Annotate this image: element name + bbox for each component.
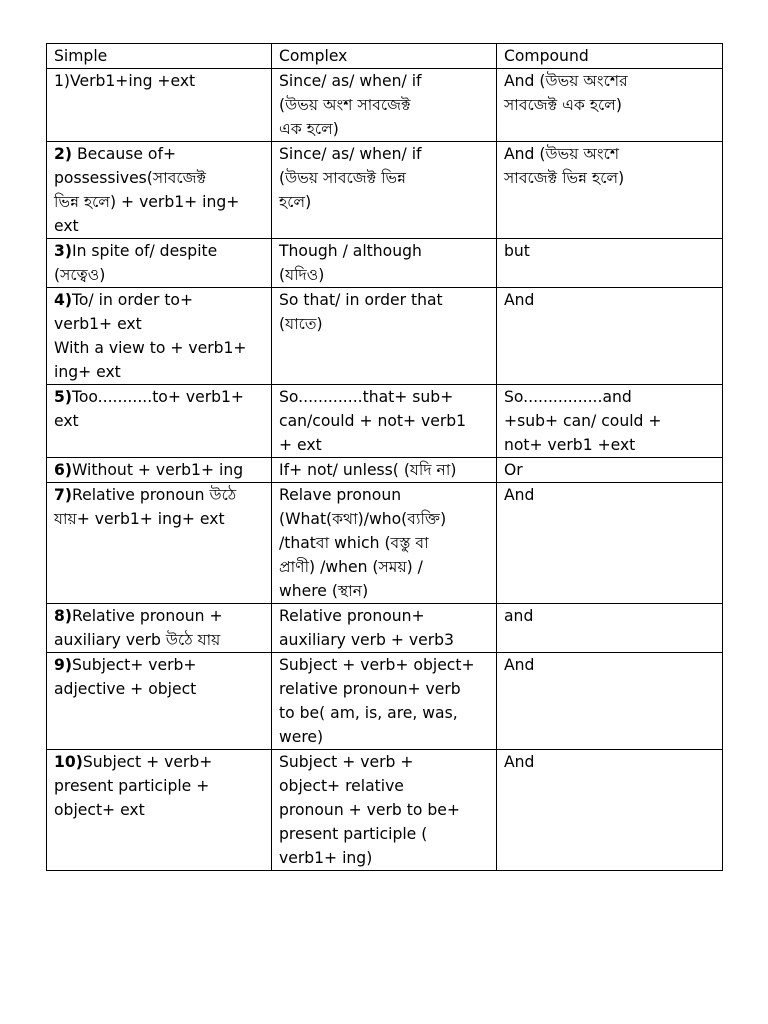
- cell-text: Verb1+ing +ext: [70, 72, 196, 90]
- cell-line: If+ not/ unless( (যদি না): [279, 461, 457, 479]
- cell-line: যায়+ verb1+ ing+ ext: [54, 510, 225, 528]
- cell-line: (যদিও): [279, 266, 325, 284]
- cell-simple: [47, 604, 272, 653]
- cell-line: ing+ ext: [54, 363, 121, 381]
- cell-line: [54, 458, 265, 482]
- table-row: [47, 385, 723, 458]
- cell-compound: [497, 604, 723, 653]
- cell-line: ভিন্ন হলে) + verb1+ ing+: [54, 193, 240, 211]
- cell-compound: [497, 653, 723, 750]
- cell-text: Relative pronoun উঠে: [71, 486, 237, 504]
- table-row: [47, 69, 723, 142]
- header-complex: Complex: [272, 44, 497, 69]
- cell-line: প্রাণী) /when (সময়) /: [279, 558, 423, 576]
- table-row: [47, 604, 723, 653]
- cell-complex: [272, 604, 497, 653]
- cell-complex: [272, 142, 497, 239]
- cell-text: Subject+ verb+: [71, 656, 197, 674]
- cell-compound: [497, 483, 723, 604]
- cell-line: but: [504, 242, 530, 260]
- row-number: 7): [54, 486, 72, 504]
- cell-line: Relave pronoun: [279, 486, 402, 504]
- cell-line: [54, 69, 265, 93]
- row-number: 10): [54, 753, 83, 771]
- cell-line: (উভয় সাবজেক্ট ভিন্ন: [279, 169, 407, 187]
- cell-line: (সত্বেও): [54, 266, 106, 284]
- cell-simple: [47, 653, 272, 750]
- cell-simple: [47, 483, 272, 604]
- cell-line: সাবজেক্ট এক হলে): [504, 96, 622, 114]
- cell-line: And (উভয় অংশে: [504, 145, 620, 163]
- cell-line: not+ verb1 +ext: [504, 436, 636, 454]
- cell-line: auxiliary verb উঠে যায়: [54, 631, 221, 649]
- cell-line: verb1+ ing): [279, 849, 373, 867]
- cell-text: Without + verb1+ ing: [71, 461, 244, 479]
- cell-line: So that/ in order that: [279, 291, 443, 309]
- cell-line: এক হলে): [279, 120, 339, 138]
- cell-compound: [497, 288, 723, 385]
- row-number: 5): [54, 388, 72, 406]
- row-number: 3): [54, 242, 72, 260]
- cell-complex: [272, 458, 497, 483]
- cell-compound: [497, 750, 723, 871]
- table-row: [47, 239, 723, 288]
- cell-line: Since/ as/ when/ if: [279, 72, 422, 90]
- header-row: [47, 44, 723, 69]
- cell-line: With a view to + verb1+: [54, 339, 247, 357]
- cell-line: সাবজেক্ট ভিন্ন হলে): [504, 169, 625, 187]
- cell-line: Relative pronoun+: [279, 607, 425, 625]
- cell-line: And: [504, 486, 535, 504]
- table-row: [47, 288, 723, 385]
- row-number: 2): [54, 145, 72, 163]
- cell-simple: [47, 288, 272, 385]
- cell-complex: [272, 750, 497, 871]
- cell-compound: [497, 142, 723, 239]
- cell-simple: [47, 385, 272, 458]
- header-simple: Simple: [47, 44, 272, 69]
- header-compound: Compound: [497, 44, 723, 69]
- conversion-table: [46, 43, 723, 871]
- cell-line: So................and: [504, 388, 632, 406]
- cell-line: Since/ as/ when/ if: [279, 145, 422, 163]
- cell-simple: [47, 750, 272, 871]
- cell-line: [54, 750, 265, 774]
- table-row: [47, 653, 723, 750]
- cell-complex: [272, 288, 497, 385]
- cell-compound: [497, 69, 723, 142]
- cell-line: and: [504, 607, 534, 625]
- cell-line: auxiliary verb + verb3: [279, 631, 454, 649]
- row-number: 8): [54, 607, 72, 625]
- row-number: 6): [54, 461, 72, 479]
- cell-line: Subject + verb+ object+: [279, 656, 475, 674]
- cell-text: Too...........to+ verb1+: [71, 388, 244, 406]
- table-row: [47, 458, 723, 483]
- cell-complex: [272, 483, 497, 604]
- row-number: 1): [54, 72, 71, 90]
- cell-simple: [47, 458, 272, 483]
- cell-line: And (উভয় অংশের: [504, 72, 628, 90]
- cell-compound: [497, 239, 723, 288]
- cell-complex: [272, 385, 497, 458]
- row-number: 9): [54, 656, 72, 674]
- cell-line: (উভয় অংশ সাবজেক্ট: [279, 96, 411, 114]
- cell-line: Or: [504, 461, 523, 479]
- cell-line: Though / although: [279, 242, 422, 260]
- cell-text: In spite of/ despite: [71, 242, 218, 260]
- cell-line: And: [504, 753, 535, 771]
- cell-line: [54, 604, 265, 628]
- cell-complex: [272, 69, 497, 142]
- cell-line: And: [504, 656, 535, 674]
- cell-line: [54, 239, 265, 263]
- cell-line: হলে): [279, 193, 312, 211]
- cell-line: /thatবা which (বস্তু বা: [279, 534, 429, 552]
- cell-line: [54, 142, 265, 166]
- table-body: [47, 69, 723, 871]
- cell-line: (What(কথা)/who(ব্যক্তি): [279, 510, 447, 528]
- cell-compound: [497, 385, 723, 458]
- table-row: [47, 142, 723, 239]
- row-number: 4): [54, 291, 72, 309]
- cell-line: object+ ext: [54, 801, 145, 819]
- cell-line: were): [279, 728, 324, 746]
- cell-line: object+ relative: [279, 777, 404, 795]
- cell-line: So.............that+ sub+: [279, 388, 454, 406]
- cell-line: can/could + not+ verb1: [279, 412, 467, 430]
- cell-text: Relative pronoun +: [71, 607, 223, 625]
- cell-simple: [47, 142, 272, 239]
- table-row: [47, 750, 723, 871]
- cell-line: +sub+ can/ could +: [504, 412, 662, 430]
- cell-complex: [272, 239, 497, 288]
- cell-complex: [272, 653, 497, 750]
- cell-line: to be( am, is, are, was,: [279, 704, 458, 722]
- cell-line: [54, 288, 265, 312]
- cell-simple: [47, 69, 272, 142]
- cell-line: possessives(সাবজেক্ট: [54, 169, 207, 187]
- table-header: [47, 44, 723, 69]
- cell-text: Because of+: [71, 145, 177, 163]
- cell-line: [54, 483, 265, 507]
- cell-line: [54, 653, 265, 677]
- cell-line: And: [504, 291, 535, 309]
- cell-line: + ext: [279, 436, 322, 454]
- cell-compound: [497, 458, 723, 483]
- cell-line: where (স্থান): [279, 582, 369, 600]
- cell-text: To/ in order to+: [71, 291, 194, 309]
- cell-line: pronoun + verb to be+: [279, 801, 460, 819]
- cell-text: Subject + verb+: [82, 753, 213, 771]
- cell-line: present participle +: [54, 777, 210, 795]
- cell-line: relative pronoun+ verb: [279, 680, 461, 698]
- cell-line: present participle (: [279, 825, 428, 843]
- cell-simple: [47, 239, 272, 288]
- table-row: [47, 483, 723, 604]
- cell-line: verb1+ ext: [54, 315, 142, 333]
- cell-line: ext: [54, 412, 79, 430]
- cell-line: adjective + object: [54, 680, 197, 698]
- cell-line: [54, 385, 265, 409]
- cell-line: Subject + verb +: [279, 753, 414, 771]
- cell-line: ext: [54, 217, 79, 235]
- cell-line: (যাতে): [279, 315, 323, 333]
